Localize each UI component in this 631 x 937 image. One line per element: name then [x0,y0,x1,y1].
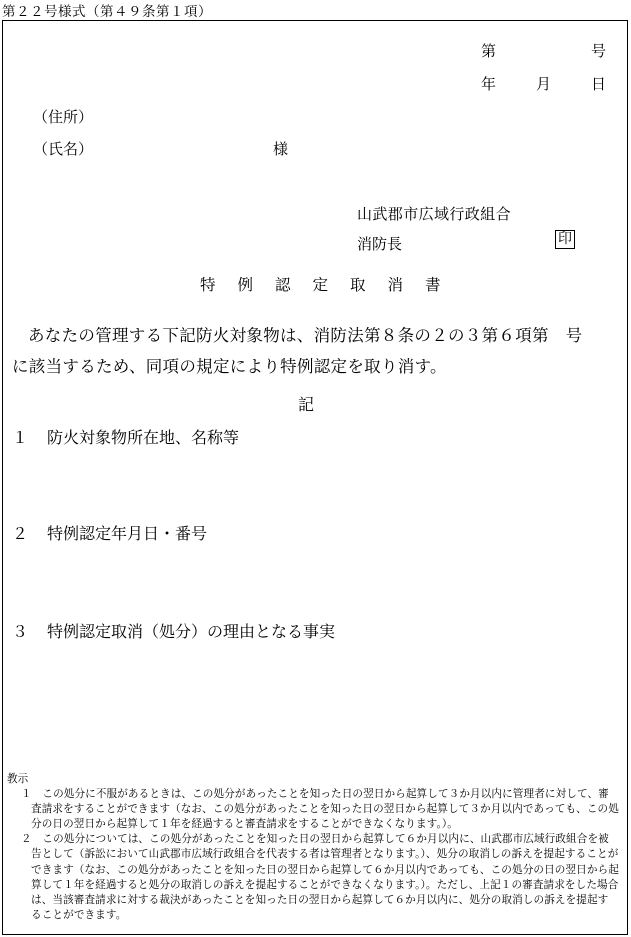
ki-label: 記 [298,395,315,414]
notes-heading: 教示 [7,773,29,785]
item-2-number: ２ [12,524,29,543]
note-item-1: １ この処分に不服があるときは、この処分があったことを知った日の翌日から起算して３か月以内に管理者に対して、審査請求をすることができます（なお、この処分があったことを知った日の翌日から起算して３か月以内であっても、この処分の日の翌日から起算して１年を経過すると審査請求をすることができなくなります。）。 [21,788,619,831]
address-label: （住所） [33,108,94,126]
notes-section [7,772,619,923]
date-month: 月 [536,75,552,93]
item-3-label: 特例認定取消（処分）の理由となる事実 [47,622,336,641]
note-item-2: ２ この処分については、この処分があったことを知った日の翌日から起算して６か月以内に、山武郡市広域行政組合を被告として（訴訟において山武郡市広域行政組合を代表する者は管理者となります。）、処分の取消しの訴えを提起することができます（なお、この処分があったことを知った日の翌日から起算して６か月以内であっても、この処分の日の翌日から起算して１年を経過すると処分の取消しの訴えを提起することができなくなります。）。ただし、上記１の審査請求をした場合は、当該審査請求に対する裁決があったことを知った日の翌日から起算して６か月以内に、処分の取消しの訴えを提起することができます。 [21,833,619,921]
date-year: 年 [481,75,497,93]
document-title: 特例認定取消書 [200,276,463,294]
seal-mark: 印 [555,230,575,249]
issuer-title: 消防長 [357,235,403,253]
issuer-organization: 山武郡市広域行政組合 [357,205,512,223]
body-paragraph [12,320,618,382]
item-1-label: 防火対象物所在地、名称等 [47,428,240,447]
body-line-2: に該当するため、同項の規定により特例認定を取り消す。 [12,357,447,376]
item-3-number: ３ [12,622,29,641]
body-line-1: あなたの管理する下記防火対象物は、消防法第８条の２の３第６項第 号 [28,326,583,345]
date-day: 日 [591,75,607,93]
document-number-prefix: 第 [481,42,497,60]
document-number-suffix: 号 [591,42,607,60]
item-1-number: １ [12,428,29,447]
form-code: 第２２号様式（第４９条第１項） [2,4,212,20]
honorific: 様 [273,140,289,158]
name-label: （氏名） [33,140,94,158]
item-2-label: 特例認定年月日・番号 [47,524,208,543]
